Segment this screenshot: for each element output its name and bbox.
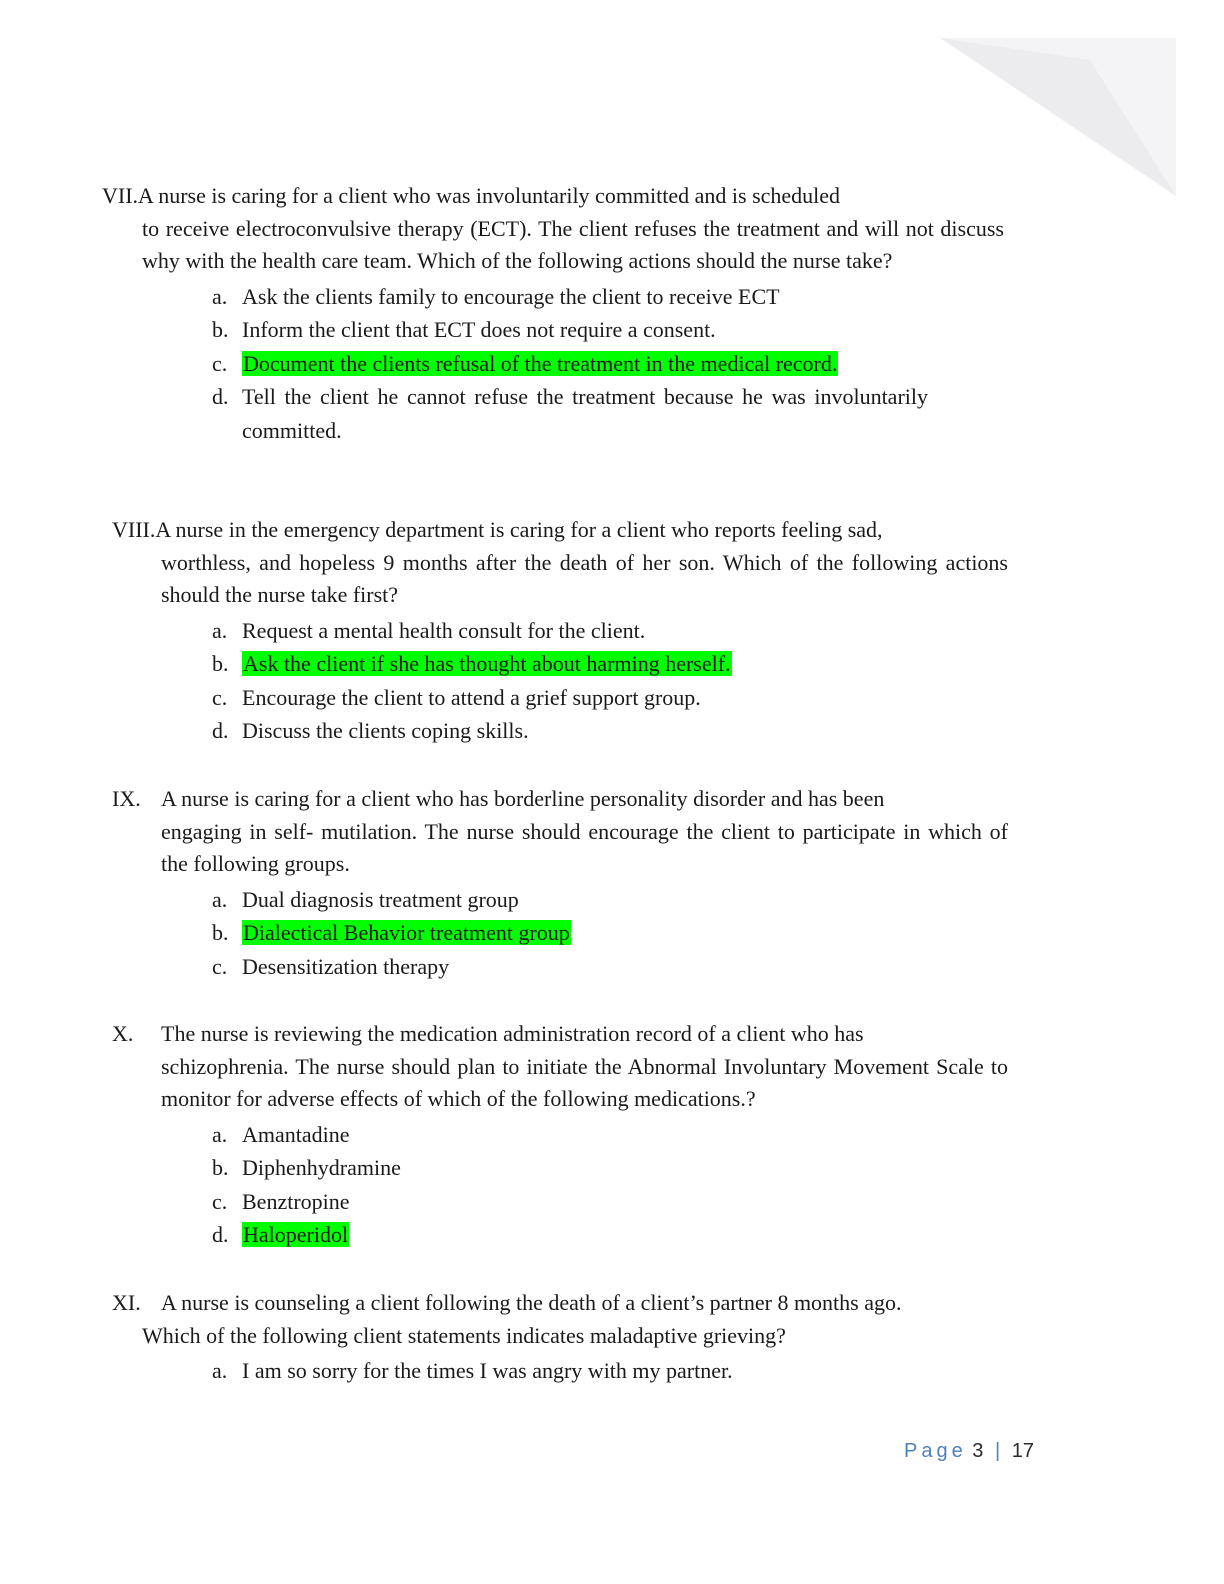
question-numeral: X. bbox=[112, 1021, 134, 1046]
question-numeral: XI. bbox=[112, 1290, 141, 1315]
answer-option: b. Inform the client that ECT does not require a consent. bbox=[212, 317, 716, 343]
answer-option: a. Ask the clients family to encourage the client to receive ECT bbox=[212, 283, 780, 309]
answer-option: d. Discuss the clients coping skills. bbox=[212, 718, 529, 744]
answer-option: b. Diphenhydramine bbox=[212, 1155, 401, 1181]
answer-option: a. Request a mental health consult for the client. bbox=[212, 617, 646, 643]
question-stem-first-line: VIII.A nurse in the emergency department is caring for a client who reports feeling sad, bbox=[112, 514, 1008, 547]
answer-options bbox=[112, 1118, 1008, 1252]
question-stem: worthless, and hopeless 9 months after the death of her son. Which of the following actions should the nurse take first? bbox=[161, 549, 1008, 607]
question-stem: Which of the following client statements indicates maladaptive grieving? bbox=[142, 1322, 786, 1348]
question-10 bbox=[112, 1018, 1008, 1252]
page-label: Page bbox=[904, 1440, 967, 1462]
question-stem: to receive electroconvulsive therapy (ECT). The client refuses the treatment and will not discuss why with the health care team. Which of the following actions should the nurse take? bbox=[142, 215, 1004, 273]
answer-option: c. Desensitization therapy bbox=[212, 953, 450, 979]
question-numeral: IX. bbox=[112, 786, 141, 811]
answer-option: c. Benztropine bbox=[212, 1188, 350, 1214]
question-stem-first-line: IX. A nurse is caring for a client who has borderline personality disorder and has been bbox=[112, 783, 1008, 816]
correct-answer-highlight: Dialectical Behavior treatment group bbox=[243, 920, 570, 946]
question-8 bbox=[112, 514, 1008, 748]
answer-option: d. Tell the client he cannot refuse the treatment because he was involuntarily committed. bbox=[212, 384, 928, 443]
answer-option-correct: c. Document the clients refusal of the treatment in the medical record. bbox=[212, 350, 838, 376]
answer-option: a. Dual diagnosis treatment group bbox=[212, 886, 519, 912]
page-footer bbox=[904, 1440, 1034, 1463]
answer-options bbox=[112, 1354, 1008, 1388]
answer-option-correct: b. Ask the client if she has thought about harming herself. bbox=[212, 651, 731, 677]
total-pages: 17 bbox=[1011, 1440, 1034, 1462]
answer-option-correct: b. Dialectical Behavior treatment group bbox=[212, 920, 570, 946]
question-stem-first-line: X. The nurse is reviewing the medication administration record of a client who has bbox=[112, 1018, 1008, 1051]
question-stem: engaging in self- mutilation. The nurse should encourage the client to participate in which of the following groups. bbox=[161, 818, 1008, 876]
answer-option-correct: d. Haloperidol bbox=[212, 1222, 349, 1248]
question-stem-first-line: XI. A nurse is counseling a client following the death of a client’s partner 8 months ago. bbox=[112, 1287, 1008, 1320]
correct-answer-highlight: Ask the client if she has thought about harming herself. bbox=[243, 651, 731, 677]
question-11 bbox=[112, 1287, 1008, 1388]
question-numeral: VII. bbox=[102, 183, 139, 208]
question-numeral: VIII. bbox=[112, 517, 156, 542]
page-number: 3 bbox=[972, 1440, 984, 1462]
question-7 bbox=[102, 180, 1004, 447]
answer-option: a. I am so sorry for the times I was angry with my partner. bbox=[212, 1358, 733, 1383]
correct-answer-highlight: Haloperidol bbox=[243, 1222, 349, 1248]
question-stem: schizophrenia. The nurse should plan to initiate the Abnormal Involuntary Movement Scale to monitor for adverse effects of which of the following medications.? bbox=[161, 1053, 1008, 1111]
question-stem-first-line: VII.A nurse is caring for a client who was involuntarily committed and is scheduled bbox=[102, 180, 1004, 213]
answer-options bbox=[112, 883, 1008, 984]
answer-option: a. Amantadine bbox=[212, 1121, 350, 1147]
page-separator: | bbox=[994, 1440, 1001, 1462]
answer-options bbox=[112, 614, 1008, 748]
question-9 bbox=[112, 783, 1008, 983]
correct-answer-highlight: Document the clients refusal of the treatment in the medical record. bbox=[243, 350, 838, 376]
answer-option: c. Encourage the client to attend a grief support group. bbox=[212, 684, 701, 710]
answer-options bbox=[102, 280, 1004, 448]
